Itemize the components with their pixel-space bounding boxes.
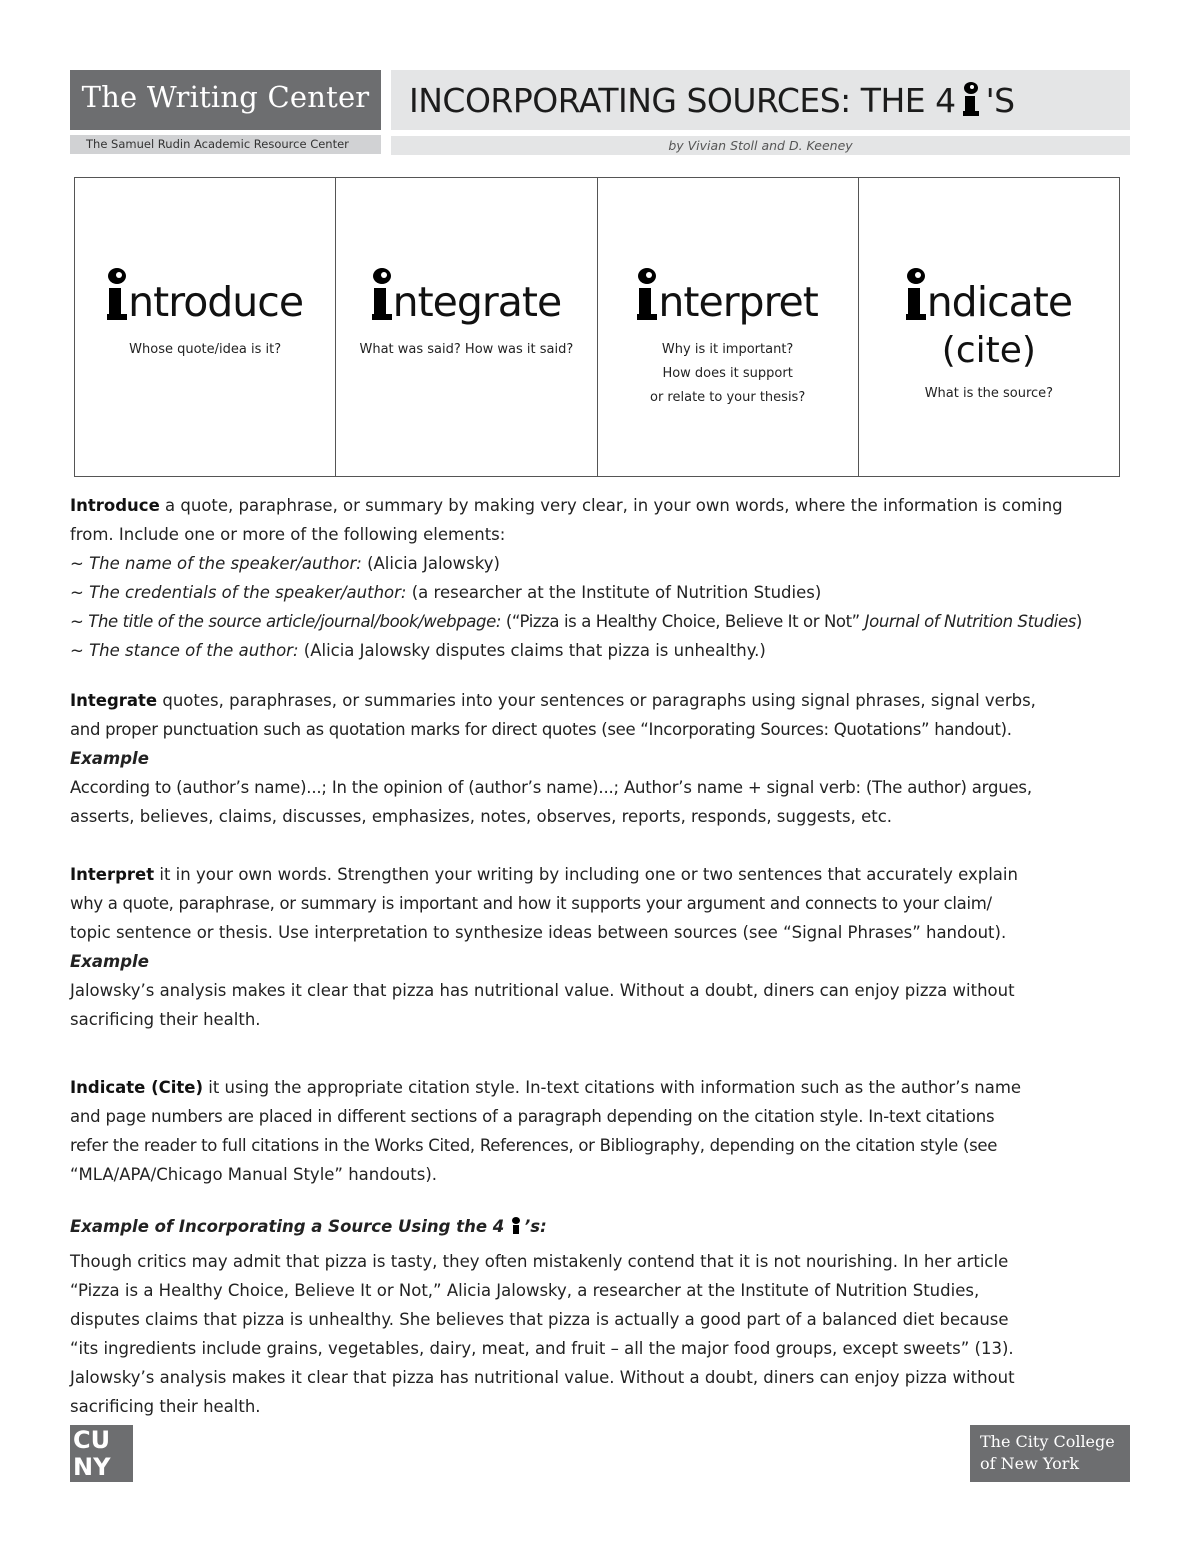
interpret-section: Interpret it in your own words. Strengthen your writing by including one or two sentences that accurately explain why a quote, paraphrase, or summary is important and how it supports your argument and connects to your claim/ topic sentence or thesis. Use interpretation to synthesize ideas between sources (see “Signal Phrases” handout). Example Jalowsky’s analysis makes it clear that pizza has nutritional value. Without a doubt, diners can enjoy pizza without sacrificing their health. (70, 860, 1130, 1034)
four-is-grid (74, 177, 1120, 477)
box-word: ndicate (859, 268, 1119, 328)
indicate-section: Indicate (Cite) it using the appropriate citation style. In-text citations with information such as the author’s name and page numbers are placed in different sections of a paragraph depending on the citation style. In-text citations refer the reader to full citations in the Works Cited, References, or Bibliography, depending on the citation style (see “MLA/APA/Chicago Manual Style” handouts). (70, 1078, 1022, 1184)
example-label: Example (70, 749, 149, 768)
full-example-section: Example of Incorporating a Source Using the 4 ’s: Though critics may admit that pizza is tasty, they often mistakenly contend that it is not nourishing. In her article “Pizza is a Healthy Choice, Believe It or Not,” Alicia Jalowsky, a researcher at the Institute of Nutrition Studies, disputes claims that pizza is unhealthy. She believes that pizza is actually a good part of a balanced diet because “its ingredients include grains, vegetables, dairy, meat, and fruit – all the major food groups, except sweets” (13). Jalowsky’s analysis makes it clear that pizza has nutritional value. Without a doubt, diners can enjoy pizza without sacrificing their health. (70, 1212, 1130, 1421)
box-indicate (859, 178, 1119, 476)
cuny-logo: CU NY (70, 1425, 133, 1482)
box-question: Why is it important? How does it support or relate to your thesis? (650, 342, 806, 405)
page-title-suffix: 'S (985, 81, 1015, 120)
box-word-cite: (cite) (941, 330, 1036, 371)
list-item: ~ The credentials of the speaker/author: (a researcher at the Institute of Nutrition Studies) (70, 583, 822, 602)
box-interpret (598, 178, 859, 476)
box-question: What is the source? (924, 386, 1054, 401)
i-icon (511, 1217, 523, 1234)
page-title (409, 80, 1015, 120)
integrate-section: Integrate quotes, paraphrases, or summaries into your sentences or paragraphs using signal phrases, signal verbs, and proper punctuation such as quotation marks for direct quotes (see “Incorporating Sources: Quotations” handout). Example According to (author’s name)...; In the opinion of (author’s name)...; Author’s name + signal verb: (The author) argues, asserts, believes, claims, discusses, emphasizes, notes, observes, reports, responds, suggests, etc. (70, 686, 1130, 831)
list-item: ~ The title of the source article/journal/book/webpage: (“Pizza is a Healthy Choice, Believe It or Not” Journal of Nutrition Studies) (70, 612, 1082, 631)
i-icon (962, 80, 986, 116)
list-item: ~ The stance of the author: (Alicia Jalowsky disputes claims that pizza is unhealthy.) (70, 641, 766, 660)
list-item: ~ The name of the speaker/author: (Alicia Jalowsky) (70, 554, 500, 573)
box-question: What was said? How was it said? (359, 342, 574, 357)
i-icon (372, 268, 392, 320)
i-icon (906, 268, 926, 320)
box-word: nterpret (598, 268, 858, 328)
byline: by Vivian Stoll and D. Keeney (391, 136, 1130, 155)
i-icon (107, 268, 127, 320)
writing-center-logo (70, 70, 381, 130)
introduce-section: Introduce a quote, paraphrase, or summary by making very clear, in your own words, where the information is coming from. Include one or more of the following elements: ~ The name of the speaker/author: (Alicia Jalowsky) ~ The credentials of the speaker/author: (a researcher at the Institute of Nutrition Studies) ~ The title of the source article/journal/book/webpage: (“Pizza is a Healthy Choice, Believe It or Not” Journal of Nutrition Studies) ~ The stance of the author: (Alicia Jalowsky disputes claims that pizza is unhealthy.) (70, 491, 1130, 665)
box-word: ntroduce (75, 268, 335, 328)
box-integrate (336, 178, 597, 476)
ccny-logo: The City College of New York (970, 1425, 1130, 1482)
box-introduce (75, 178, 336, 476)
logo-text: The Writing Center (81, 80, 370, 114)
box-word: ntegrate (336, 268, 596, 328)
example-heading: Example of Incorporating a Source Using the 4 ’s: (70, 1217, 547, 1236)
box-question: Whose quote/idea is it? (129, 342, 282, 357)
page-title-text: INCORPORATING SOURCES: THE 4 (409, 81, 956, 120)
logo-subtitle: The Samuel Rudin Academic Resource Center (70, 135, 381, 154)
i-icon (637, 268, 657, 320)
title-bar (391, 70, 1130, 130)
example-label: Example (70, 952, 149, 971)
